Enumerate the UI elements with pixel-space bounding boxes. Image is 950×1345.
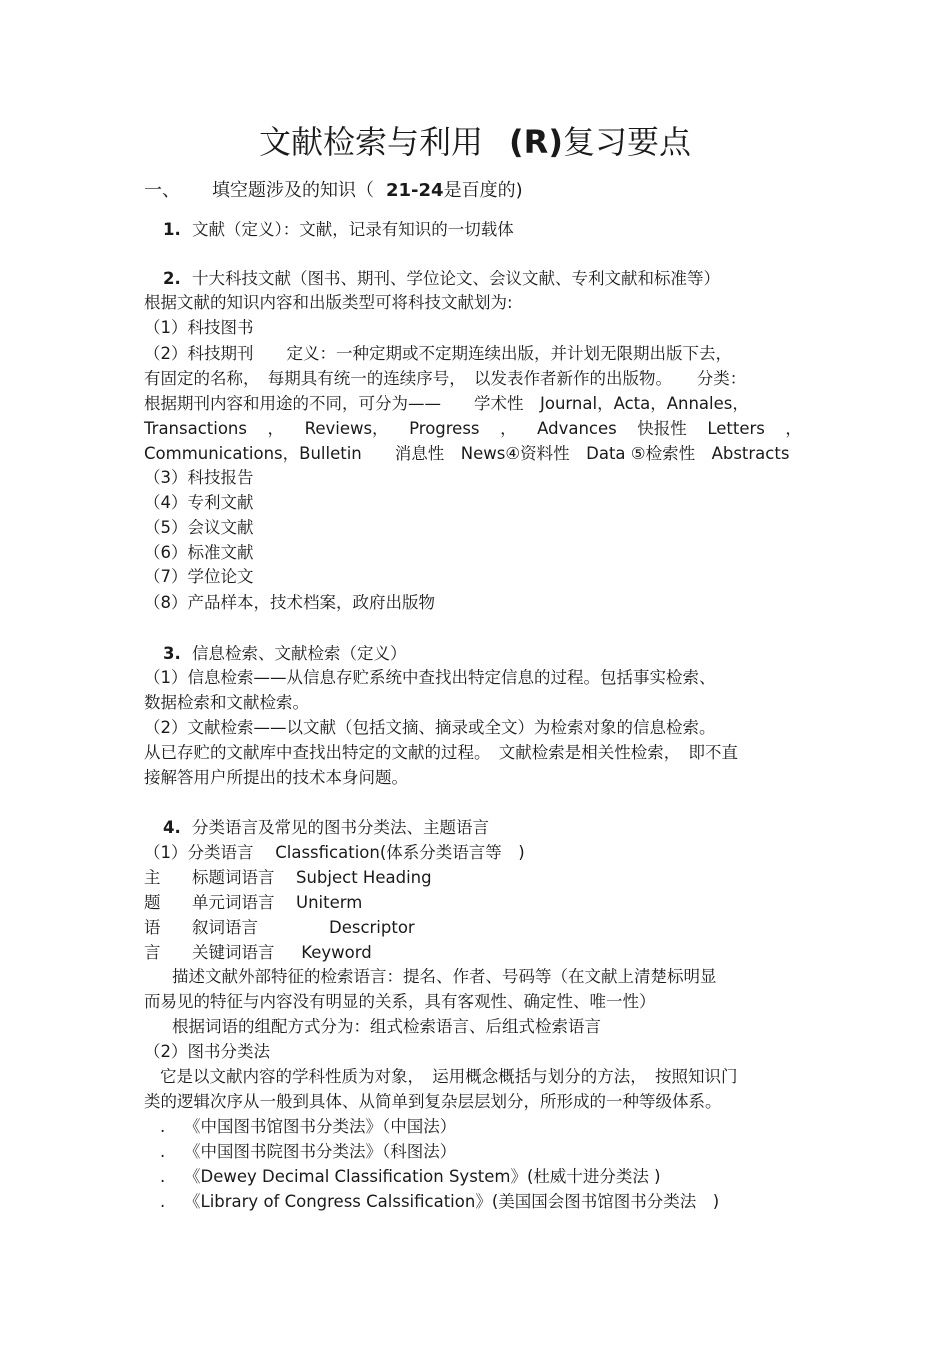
item-3-l3: （2）文献检索——以文献（包括文摘、摘录或全文）为检索对象的信息检索。	[144, 718, 716, 737]
item-4-l4: 根据词语的组配方式分为：组式检索语言、后组式检索语言	[172, 1017, 601, 1036]
book-item: . 《Library of Congress Calssification》(美国国会图书馆图书分类法 )	[160, 1192, 720, 1211]
item-2-p2b: 有固定的名称， 每期具有统一的连续序号， 以发表作者新作的出版物。 分类：	[144, 369, 747, 388]
item-2-intro: 根据文献的知识内容和出版类型可将科技文献划为:	[144, 293, 513, 312]
item-3-l1: （1）信息检索——从信息存贮系统中查找出特定信息的过程。包括事实检索、	[144, 668, 716, 687]
book-item: . 《中国图书馆图书分类法》（中国法）	[160, 1117, 457, 1136]
list-item: （6）标准文献	[144, 543, 254, 562]
title-tail: 复习要点	[562, 123, 691, 161]
title-r: (R)	[509, 123, 563, 161]
item-4-l6: 它是以文献内容的学科性质为对象， 运用概念概括与划分的方法， 按照知识门	[160, 1067, 738, 1086]
item-2-p2d: Transactions ， Reviews， Progress ， Advances 快报性 Letters ，	[144, 419, 802, 438]
page-title	[0, 122, 950, 162]
item-2-heading: 2. 十大科技文献（图书、期刊、学位论文、会议文献、专利文献和标准等）	[163, 269, 720, 288]
subject-row: 言 关键词语言 Keyword	[144, 943, 372, 962]
list-item: （8）产品样本，技术档案，政府出版物	[144, 593, 435, 612]
item-4-l5: （2）图书分类法	[144, 1042, 270, 1061]
item-3-l4: 从已存贮的文献库中查找出特定的文献的过程。 文献检索是相关性检索， 即不直	[144, 743, 738, 762]
list-item: （3）科技报告	[144, 468, 254, 487]
item-4-l1: （1）分类语言 Classfication(体系分类语言等 )	[144, 843, 525, 862]
item-2-p2e: Communications，Bulletin 消息性 News④资料性 Data ⑤检索性 Abstracts	[144, 444, 790, 463]
section-heading-1: 一、 填空题涉及的知识（ 21-24是百度的)	[144, 180, 523, 201]
item-4-heading: 4. 分类语言及常见的图书分类法、主题语言	[163, 818, 489, 837]
item-4-l7: 类的逻辑次序从一般到具体、从简单到复杂层层划分，所形成的一种等级体系。	[144, 1092, 722, 1111]
item-1: 1. 文献（定义）：文献，记录有知识的一切载体	[163, 220, 514, 239]
item-3-heading: 3. 信息检索、文献检索（定义）	[163, 644, 407, 663]
list-item: （5）会议文献	[144, 518, 254, 537]
item-2-p2c: 根据期刊内容和用途的不同，可分为—— 学术性 Journal，Acta，Annales，	[144, 394, 749, 413]
item-3-l2: 数据检索和文献检索。	[144, 693, 309, 712]
book-item: . 《中国图书院图书分类法》（科图法）	[160, 1142, 457, 1161]
item-2-p1: （1）科技图书	[144, 318, 254, 337]
subject-row: 题 单元词语言 Uniterm	[144, 893, 363, 912]
book-item: . 《Dewey Decimal Classification System》(杜威十进分类法 )	[160, 1167, 661, 1186]
item-3-l5: 接解答用户所提出的技术本身问题。	[144, 768, 408, 787]
subject-row: 主 标题词语言 Subject Heading	[144, 868, 432, 887]
item-4-l3: 而易见的特征与内容没有明显的关系，具有客观性、确定性、唯一性）	[144, 992, 656, 1011]
subject-row: 语 叙词语言 Descriptor	[144, 918, 415, 937]
item-4-l2: 描述文献外部特征的检索语言：提名、作者、号码等（在文献上清楚标明显	[172, 967, 717, 986]
title-main: 文献检索与利用	[259, 123, 484, 161]
item-2-p2a: （2）科技期刊 定义：一种定期或不定期连续出版，并计划无限期出版下去，	[144, 344, 732, 363]
list-item: （4）专利文献	[144, 493, 254, 512]
list-item: （7）学位论文	[144, 567, 254, 586]
